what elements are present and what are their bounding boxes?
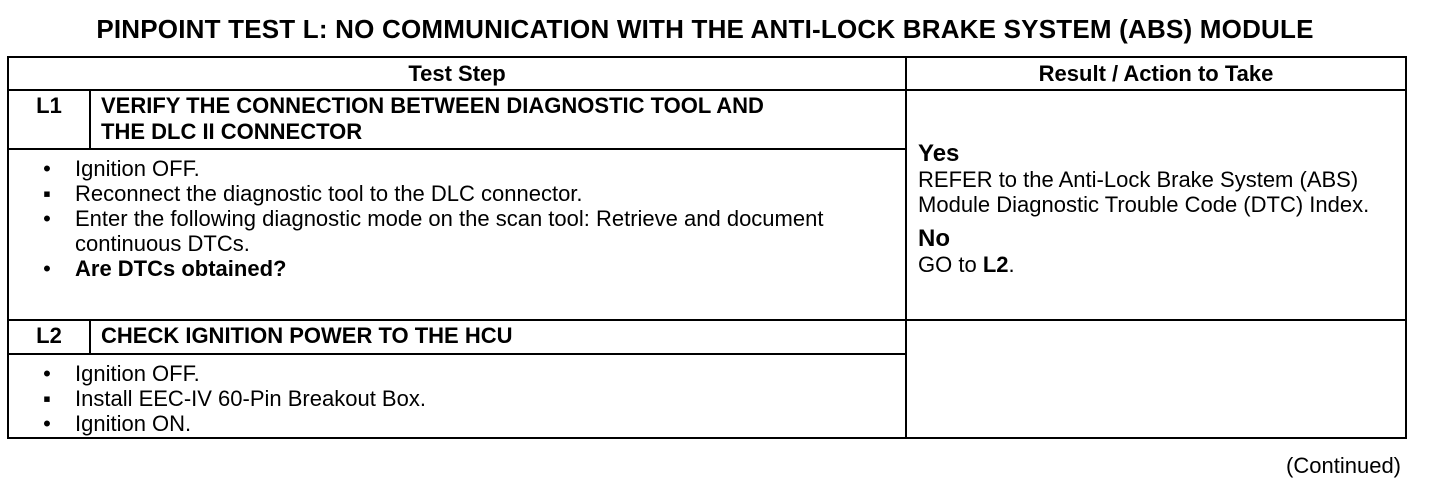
page-title: PINPOINT TEST L: NO COMMUNICATION WITH THE ANTI-LOCK BRAKE SYSTEM (ABS) MODULE [96, 14, 1314, 44]
yes-label: Yes [918, 140, 960, 167]
list-item: • Are DTCs obtained? [37, 256, 899, 281]
step-name-line: VERIFY THE CONNECTION BETWEEN DIAGNOSTIC TOOL AND [101, 93, 764, 118]
list-item: • Enter the following diagnostic mode on the scan tool: Retrieve and document continuous DTCs. [37, 206, 899, 256]
step-ref-link: L2 [982, 252, 1009, 277]
bullet-icon: ▪ [43, 181, 51, 206]
step-l1-title-row [8, 90, 1406, 149]
bullet-icon: • [43, 256, 51, 281]
instruction-list [37, 156, 899, 281]
step-l1-instructions [8, 149, 906, 320]
bullet-icon: • [43, 156, 51, 181]
list-item: • Ignition OFF. [37, 156, 899, 181]
no-action-text: GO to [918, 252, 977, 277]
no-action [918, 252, 1397, 277]
list-item: • Ignition OFF. [37, 361, 899, 386]
no-action-end: . [1008, 252, 1015, 277]
step-l2-result [906, 320, 1406, 438]
yes-action: REFER to the Anti-Lock Brake System (ABS) Module Diagnostic Trouble Code (DTC) Index. [918, 167, 1370, 217]
step-name: CHECK IGNITION POWER TO THE HCU [90, 320, 906, 354]
step-number: L2 [8, 320, 90, 354]
bullet-icon: • [43, 411, 51, 436]
no-label: No [918, 225, 951, 252]
bullet-icon: • [43, 361, 51, 386]
step-name [90, 90, 906, 149]
list-item: ▪ Reconnect the diagnostic tool to the DLC connector. [37, 181, 899, 206]
step-number: L1 [8, 90, 90, 149]
instruction-list [37, 361, 899, 436]
bullet-icon: ▪ [43, 386, 51, 411]
continued-note: (Continued) [1286, 453, 1401, 478]
list-item: • Ignition ON. [37, 411, 899, 436]
step-name-line: THE DLC II CONNECTOR [101, 119, 363, 144]
table-header-row [8, 57, 1406, 90]
pinpoint-test-table [7, 56, 1407, 439]
bullet-icon: • [43, 206, 51, 231]
step-l2-instructions [8, 354, 906, 438]
list-item: ▪ Install EEC-IV 60-Pin Breakout Box. [37, 386, 899, 411]
test-step-header: Test Step [8, 57, 906, 90]
result-header: Result / Action to Take [906, 57, 1406, 90]
step-l1-result [906, 90, 1406, 320]
step-l2-title-row [8, 320, 1406, 354]
